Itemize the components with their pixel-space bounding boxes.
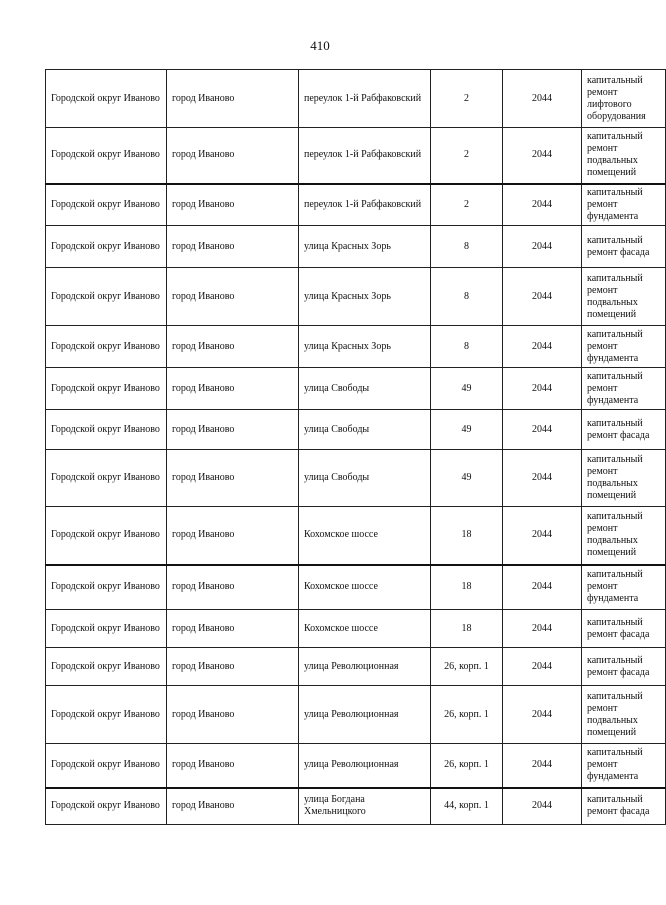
city-cell: город Иваново bbox=[167, 788, 299, 825]
street-cell: Кохомское шоссе bbox=[299, 610, 431, 648]
street-cell: улица Революционная bbox=[299, 686, 431, 744]
city-cell: город Иваново bbox=[167, 184, 299, 226]
work-type-cell: капитальный ремонт фундамента bbox=[582, 184, 666, 226]
district-cell: Городской округ Иваново bbox=[46, 268, 167, 326]
table-row bbox=[46, 410, 666, 450]
city-cell: город Иваново bbox=[167, 70, 299, 128]
work-type-cell: капитальный ремонт фасада bbox=[582, 226, 666, 268]
street-cell: переулок 1-й Рабфаковский bbox=[299, 128, 431, 184]
city-cell: город Иваново bbox=[167, 226, 299, 268]
house-cell: 44, корп. 1 bbox=[431, 788, 503, 825]
house-cell: 2 bbox=[431, 70, 503, 128]
year-cell: 2044 bbox=[503, 788, 582, 825]
district-cell: Городской округ Иваново bbox=[46, 128, 167, 184]
street-cell: улица Красных Зорь bbox=[299, 326, 431, 368]
table-row bbox=[46, 610, 666, 648]
district-cell: Городской округ Иваново bbox=[46, 184, 167, 226]
street-cell: улица Богдана Хмельницкого bbox=[299, 788, 431, 825]
table-row bbox=[46, 507, 666, 565]
city-cell: город Иваново bbox=[167, 610, 299, 648]
street-cell: улица Революционная bbox=[299, 744, 431, 788]
year-cell: 2044 bbox=[503, 507, 582, 565]
table-row bbox=[46, 268, 666, 326]
table-row bbox=[46, 648, 666, 686]
district-cell: Городской округ Иваново bbox=[46, 326, 167, 368]
district-cell: Городской округ Иваново bbox=[46, 565, 167, 610]
repair-schedule-table bbox=[45, 69, 666, 825]
year-cell: 2044 bbox=[503, 610, 582, 648]
house-cell: 2 bbox=[431, 128, 503, 184]
year-cell: 2044 bbox=[503, 226, 582, 268]
table-row bbox=[46, 226, 666, 268]
district-cell: Городской округ Иваново bbox=[46, 610, 167, 648]
table-row bbox=[46, 326, 666, 368]
table-row bbox=[46, 70, 666, 128]
house-cell: 18 bbox=[431, 507, 503, 565]
year-cell: 2044 bbox=[503, 744, 582, 788]
city-cell: город Иваново bbox=[167, 450, 299, 507]
city-cell: город Иваново bbox=[167, 507, 299, 565]
city-cell: город Иваново bbox=[167, 128, 299, 184]
work-type-cell: капитальный ремонт подвальных помещений bbox=[582, 686, 666, 744]
year-cell: 2044 bbox=[503, 268, 582, 326]
work-type-cell: капитальный ремонт фундамента bbox=[582, 744, 666, 788]
district-cell: Городской округ Иваново bbox=[46, 744, 167, 788]
table-row bbox=[46, 565, 666, 610]
table-row bbox=[46, 368, 666, 410]
house-cell: 26, корп. 1 bbox=[431, 744, 503, 788]
house-cell: 49 bbox=[431, 450, 503, 507]
street-cell: улица Свободы bbox=[299, 450, 431, 507]
district-cell: Городской округ Иваново bbox=[46, 450, 167, 507]
year-cell: 2044 bbox=[503, 128, 582, 184]
year-cell: 2044 bbox=[503, 184, 582, 226]
street-cell: Кохомское шоссе bbox=[299, 507, 431, 565]
year-cell: 2044 bbox=[503, 326, 582, 368]
street-cell: улица Красных Зорь bbox=[299, 226, 431, 268]
table-row bbox=[46, 184, 666, 226]
city-cell: город Иваново bbox=[167, 368, 299, 410]
district-cell: Городской округ Иваново bbox=[46, 368, 167, 410]
house-cell: 26, корп. 1 bbox=[431, 648, 503, 686]
work-type-cell: капитальный ремонт лифтового оборудования bbox=[582, 70, 666, 128]
work-type-cell: капитальный ремонт подвальных помещений bbox=[582, 450, 666, 507]
house-cell: 18 bbox=[431, 565, 503, 610]
work-type-cell: капитальный ремонт подвальных помещений bbox=[582, 268, 666, 326]
table-row bbox=[46, 686, 666, 744]
year-cell: 2044 bbox=[503, 686, 582, 744]
district-cell: Городской округ Иваново bbox=[46, 507, 167, 565]
city-cell: город Иваново bbox=[167, 686, 299, 744]
house-cell: 8 bbox=[431, 226, 503, 268]
street-cell: улица Красных Зорь bbox=[299, 268, 431, 326]
work-type-cell: капитальный ремонт фундамента bbox=[582, 326, 666, 368]
work-type-cell: капитальный ремонт фундамента bbox=[582, 565, 666, 610]
table-row bbox=[46, 450, 666, 507]
house-cell: 26, корп. 1 bbox=[431, 686, 503, 744]
page-number: 410 bbox=[310, 38, 330, 53]
district-cell: Городской округ Иваново bbox=[46, 686, 167, 744]
work-type-cell: капитальный ремонт фасада bbox=[582, 648, 666, 686]
year-cell: 2044 bbox=[503, 450, 582, 507]
district-cell: Городской округ Иваново bbox=[46, 226, 167, 268]
district-cell: Городской округ Иваново bbox=[46, 70, 167, 128]
district-cell: Городской округ Иваново bbox=[46, 788, 167, 825]
table-row bbox=[46, 744, 666, 788]
work-type-cell: капитальный ремонт фасада bbox=[582, 788, 666, 825]
city-cell: город Иваново bbox=[167, 744, 299, 788]
house-cell: 8 bbox=[431, 326, 503, 368]
street-cell: Кохомское шоссе bbox=[299, 565, 431, 610]
city-cell: город Иваново bbox=[167, 410, 299, 450]
house-cell: 2 bbox=[431, 184, 503, 226]
city-cell: город Иваново bbox=[167, 648, 299, 686]
city-cell: город Иваново bbox=[167, 565, 299, 610]
street-cell: улица Свободы bbox=[299, 368, 431, 410]
year-cell: 2044 bbox=[503, 648, 582, 686]
city-cell: город Иваново bbox=[167, 326, 299, 368]
work-type-cell: капитальный ремонт фасада bbox=[582, 410, 666, 450]
street-cell: улица Революционная bbox=[299, 648, 431, 686]
house-cell: 8 bbox=[431, 268, 503, 326]
city-cell: город Иваново bbox=[167, 268, 299, 326]
table-row bbox=[46, 788, 666, 825]
year-cell: 2044 bbox=[503, 410, 582, 450]
work-type-cell: капитальный ремонт фундамента bbox=[582, 368, 666, 410]
street-cell: улица Свободы bbox=[299, 410, 431, 450]
district-cell: Городской округ Иваново bbox=[46, 410, 167, 450]
year-cell: 2044 bbox=[503, 368, 582, 410]
work-type-cell: капитальный ремонт подвальных помещений bbox=[582, 507, 666, 565]
house-cell: 18 bbox=[431, 610, 503, 648]
work-type-cell: капитальный ремонт подвальных помещений bbox=[582, 128, 666, 184]
year-cell: 2044 bbox=[503, 565, 582, 610]
house-cell: 49 bbox=[431, 410, 503, 450]
street-cell: переулок 1-й Рабфаковский bbox=[299, 70, 431, 128]
table-row bbox=[46, 128, 666, 184]
work-type-cell: капитальный ремонт фасада bbox=[582, 610, 666, 648]
year-cell: 2044 bbox=[503, 70, 582, 128]
district-cell: Городской округ Иваново bbox=[46, 648, 167, 686]
street-cell: переулок 1-й Рабфаковский bbox=[299, 184, 431, 226]
house-cell: 49 bbox=[431, 368, 503, 410]
